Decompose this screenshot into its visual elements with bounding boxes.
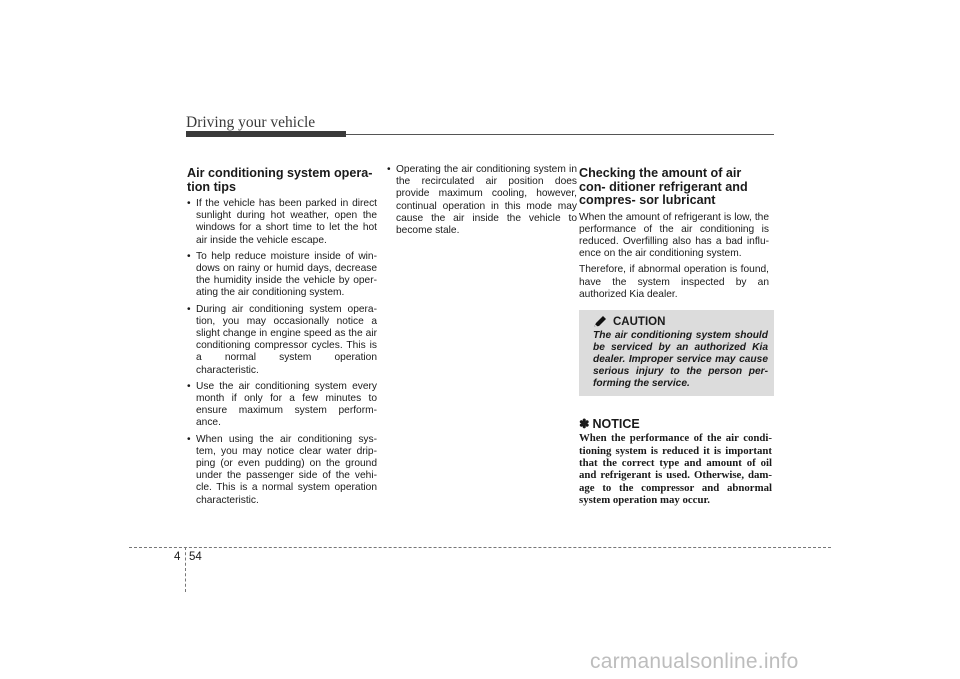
watermark: carmanualsonline.info — [590, 650, 799, 673]
list-item: • When using the air conditioning sys- tem, you may notice clear water drip- ping (or even pudding) on the ground under the passenger side of the vehi- cle. This is a normal system operation characteristic. — [187, 434, 377, 507]
paragraph: Therefore, if abnormal operation is found, have the system inspected by an authorized Kia dealer. — [579, 264, 769, 300]
column-3 — [579, 166, 772, 506]
caution-box — [579, 310, 774, 396]
page-number: 54 — [189, 551, 202, 563]
caution-title: CAUTION — [613, 315, 666, 328]
list-item: • If the vehicle has been parked in direct sunlight during hot weather, open the windows for a short time to let the hot air inside the vehicle escape. — [187, 198, 377, 247]
ac-tips-list-continued — [387, 164, 577, 237]
list-item: • Operating the air conditioning system in the recirculated air position does provide maximum cooling, however, continual operation in this mode may cause the air inside the vehicle to become stale. — [387, 164, 577, 237]
pencil-icon — [593, 316, 607, 328]
column-1 — [187, 167, 377, 511]
header-bar — [186, 131, 346, 137]
caution-header — [593, 316, 768, 328]
page-title: Driving your vehicle — [186, 114, 316, 131]
section-heading-ac-tips: Air conditioning system opera- tion tips — [187, 166, 373, 194]
notice-text: When the performance of the air condi- tioning system is reduced it is important that the correct type and amount of oil and refrigerant is used. Otherwise, dam- age to the compressor and abnormal system operation may occur. — [579, 432, 772, 506]
ac-tips-list — [187, 198, 377, 507]
notice-header — [579, 418, 769, 430]
column-2 — [387, 164, 577, 241]
caution-text: The air conditioning system should be serviced by an authorized Kia dealer. Improper service may cause serious injury to the person per- forming the service. — [593, 330, 768, 390]
paragraph: When the amount of refrigerant is low, the performance of the air conditioning is reduced. Overfilling also has a bad influ- ence on the air conditioning system. — [579, 211, 769, 260]
section-heading-refrigerant: Checking the amount of air con- ditioner refrigerant and compres- sor lubricant — [579, 166, 748, 207]
footer-divider — [185, 547, 186, 592]
chapter-number: 4 — [174, 551, 181, 563]
footer-rule — [129, 547, 831, 548]
notice-symbol: ✽ — [579, 417, 590, 432]
list-item: • During air conditioning system opera- tion, you may occasionally notice a slight change in engine speed as the air conditioning compressor cycles. This is a normal system operation characteristic. — [187, 304, 377, 377]
list-item: • Use the air conditioning system every month if only for a few minutes to ensure maximum system perform- ance. — [187, 381, 377, 430]
notice-title: NOTICE — [592, 417, 640, 432]
list-item: • To help reduce moisture inside of win- dows on rainy or humid days, decrease the humidity inside the vehicle by oper- ating the air conditioning system. — [187, 251, 377, 300]
